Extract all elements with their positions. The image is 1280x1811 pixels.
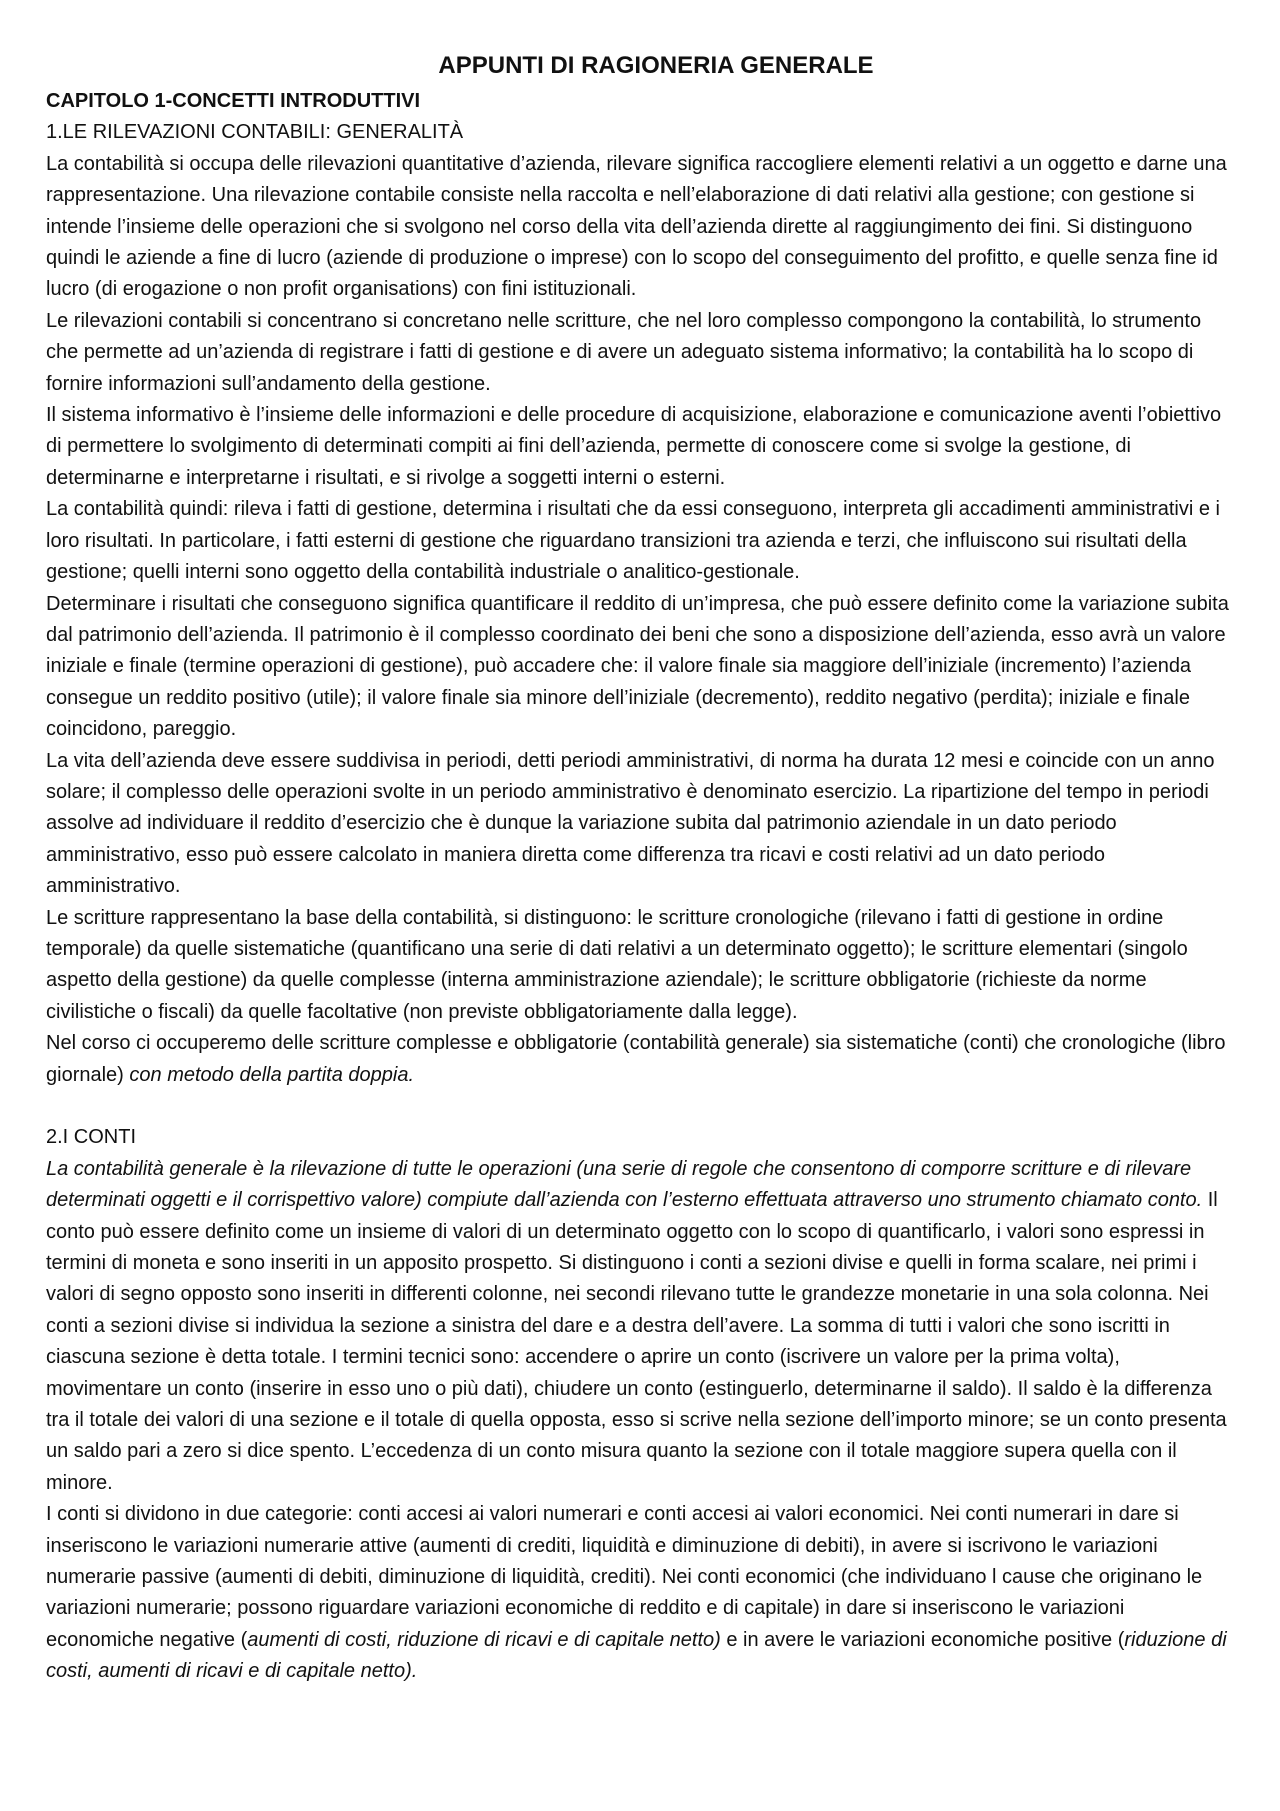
section-heading-conti: 2.I CONTI — [46, 1126, 137, 1149]
paragraph-10-italic-d: riduzione di costi, aumenti di ricavi e di capitale netto). — [46, 1628, 1227, 1683]
paragraph-4: La contabilità quindi: rileva i fatti di gestione, determina i risultati che da essi conseguono, interpreta gli accadimenti amministrativi e i loro risultati. In particolare, i fatti esterni di gestione che riguardano transizioni tra azienda e terzi, che influiscono sui risultati della gestione; quelli interni sono oggetto della contabilità industriale o analitico-gestionale. — [46, 498, 1220, 584]
document-title: APPUNTI DI RAGIONERIA GENERALE — [438, 52, 874, 79]
paragraph-2: Le rilevazioni contabili si concentrano si concretano nelle scritture, che nel loro complesso compongono la contabilità, lo strumento che permette ad un’azienda di registrare i fatti di gestione e di avere un adeguato sistema informativo; la contabilità ha lo scopo di fornire informazioni sull’andamento della gestione. — [46, 309, 1202, 395]
paragraph-7: Le scritture rappresentano la base della contabilità, si distinguono: le scritture cronologiche (rilevano i fatti di gestione in ordine temporale) da quelle sistematiche (quantificano una serie di dati relativi a un determinato oggetto); le scritture elementari (singolo aspetto della gestione) da quelle complesse (interna amministrazione aziendale); le scritture obbligatorie (richieste da norme civilistiche o fiscali) da quelle facoltative (non previste obbligatoriamente dalla legge). — [46, 906, 1188, 1023]
paragraph-10-text-a: I conti si dividono in due categorie: conti accesi ai valori numerari e conti accesi ai valori economici. Nei conti numerari in dare si inseriscono le variazioni numerarie attive (aumenti di crediti, liquidità e diminuzione di debiti), in avere si iscrivono le variazioni numerarie passive (aumenti di debiti, diminuzione di liquidità, crediti). Nei conti economici (che individuano l cause che originano le variazioni numerarie; possono riguardare variazioni economiche di reddito e di capitale) in dare si inseriscono le variazioni economiche negative ( — [46, 1503, 1203, 1651]
section-heading-rilevazioni: 1.LE RILEVAZIONI CONTABILI: GENERALITÀ — [46, 121, 464, 144]
paragraph-10-text-c: e in avere le variazioni economiche positive ( — [720, 1628, 1125, 1651]
blank-line — [46, 1091, 1236, 1122]
paragraph-8-italic: con metodo della partita doppia. — [129, 1063, 415, 1086]
paragraph-1: La contabilità si occupa delle rilevazioni quantitative d’azienda, rilevare significa raccogliere elementi relativi a un oggetto e darne una rappresentazione. Una rilevazione contabile consiste nella raccolta e nell’elaborazione di dati relativi alla gestione; con gestione si intende l’insieme delle operazioni che si svolgono nel corso della vita dell’azienda dirette al raggiungimento dei fini. Si distinguono quindi le aziende a fine di lucro (aziende di produzione o imprese) con lo scopo del conseguimento del profitto, e quelle senza fine id lucro (di erogazione o non profit organisations) con fini istituzionali. — [46, 152, 1227, 301]
chapter-heading: CAPITOLO 1-CONCETTI INTRODUTTIVI — [46, 90, 421, 112]
paragraph-3: Il sistema informativo è l’insieme delle informazioni e delle procedure di acquisizione, elaborazione e comunicazione aventi l’obiettivo di permettere lo svolgimento di determinati compiti ai fini dell’azienda, permette di conoscere come si svolge la gestione, di determinarne e interpretarne i risultati, e si rivolge a soggetti interni o esterni. — [46, 404, 1222, 489]
paragraph-5: Determinare i risultati che conseguono significa quantificare il reddito di un’impresa, che può essere definito come la variazione subita dal patrimonio dell’azienda. Il patrimonio è il complesso coordinato dei beni che sono a disposizione dell’azienda, esso avrà un valore iniziale e finale (termine operazioni di gestione), può accadere che: il valore finale sia maggiore dell’iniziale (incremento) l’azienda consegue un reddito positivo (utile); il valore finale sia minore dell’iniziale (decremento), reddito negativo (perdita); iniziale e finale coincidono, pareggio. — [46, 592, 1229, 741]
paragraph-10 — [46, 1499, 1236, 1687]
paragraph-9-text: Il conto può essere definito come un insieme di valori di un determinato oggetto con lo scopo di quantificarlo, i valori sono espressi in termini di moneta e sono inseriti in un apposito prospetto. Si distinguono i conti a sezioni divise e quelli in forma scalare, nei primi i valori di segno opposto sono inseriti in differenti colonne, nei secondi rilevano tutte le grandezze monetarie in una sola colonna. Nei conti a sezioni divise si individua la sezione a sinistra del dare e a destra dell’avere. La somma di tutti i valori che sono iscritti in ciascuna sezione è detta totale. I termini tecnici sono: accendere o aprire un conto (iscrivere un valore per la prima volta), movimentare un conto (inserire in esso uno o più dati), chiudere un conto (estinguerlo, determinarne il saldo). Il saldo è la differenza tra il totale dei valori di una sezione e il totale di quella opposta, esso si scrive nella sezione dell’importo minore; se un conto presenta un saldo pari a zero si dice spento. L’eccedenza di un conto misura quanto la sezione con il totale maggiore supera quella con il minore. — [46, 1189, 1227, 1494]
paragraph-6: La vita dell’azienda deve essere suddivisa in periodi, detti periodi amministrativi, di norma ha durata 12 mesi e coincide con un anno solare; il complesso delle operazioni svolte in un periodo amministrativo è denominato esercizio. La ripartizione del tempo in periodi assolve ad individuare il reddito d’esercizio che è dunque la variazione subita dal patrimonio aziendale in un dato periodo amministrativo, esso può essere calcolato in maniera diretta come differenza tra ricavi e costi relativi ad un dato periodo amministrativo. — [46, 749, 1215, 898]
paragraph-8-text: Nel corso ci occuperemo delle scritture complesse e obbligatorie (contabilità generale) sia sistematiche (conti) che cronologiche (libro giornale) — [46, 1032, 1226, 1086]
paragraph-8 — [46, 1028, 1236, 1091]
paragraph-9 — [46, 1154, 1236, 1499]
paragraph-9-italic: La contabilità generale è la rilevazione di tutte le operazioni (una serie di regole che consentono di comporre scritture e di rilevare determinati oggetti e il corrispettivo valore) compiute dall’azienda con l’esterno effettuata attraverso uno strumento chiamato conto. — [46, 1157, 1203, 1212]
paragraph-10-italic-b: aumenti di costi, riduzione di ricavi e di capitale netto) — [247, 1628, 721, 1651]
